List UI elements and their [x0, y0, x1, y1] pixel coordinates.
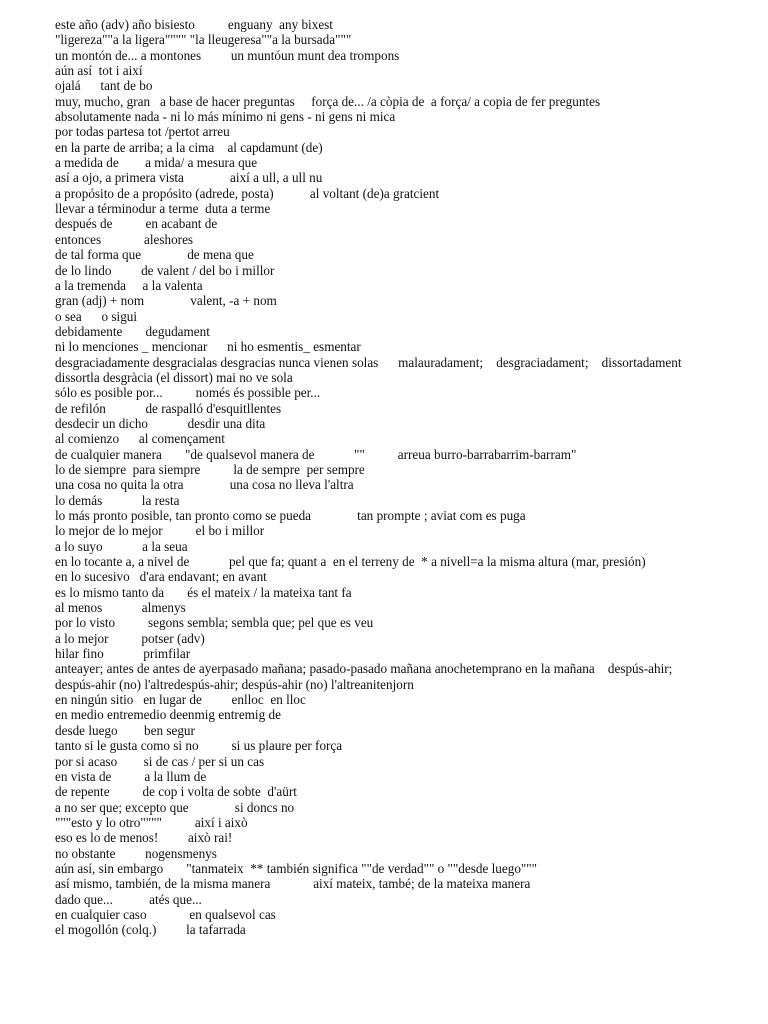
text-line: eso es lo de menos! això rai!	[55, 830, 233, 846]
text-line: tanto si le gusta como si no si us plaure per força	[55, 738, 343, 754]
text-line: a medida de a mida/ a mesura que	[55, 155, 258, 171]
text-line: a la tremenda a la valenta	[55, 277, 203, 293]
text-line: no obstante nogensmenys	[55, 845, 217, 861]
text-line: muy, mucho, gran a base de hacer preguntas força de... /a còpia de a força/ a copia de fer preguntes	[55, 93, 601, 109]
text-line: desdecir un dicho desdir una dita	[55, 415, 266, 431]
text-line: es lo mismo tanto da és el mateix / la mateixa tant fa	[55, 584, 352, 600]
text-line: o sea o sigui	[55, 308, 138, 324]
text-line: en lo sucesivo d'ara endavant; en avant	[55, 569, 267, 585]
text-line: aún así tot i així	[55, 63, 143, 79]
text-line: por todas partesa tot /pertot arreu	[55, 124, 230, 140]
text-line: absolutamente nada - ni lo más mínimo ni gens - ni gens ni mica	[55, 109, 396, 125]
text-line: una cosa no quita la otra una cosa no lleva l'altra	[55, 477, 354, 493]
text-line: ni lo menciones _ mencionar ni ho esmentis_ esmentar	[55, 339, 361, 355]
text-line: dissortla desgràcia (el dissort) mai no ve sola	[55, 369, 293, 385]
text-line: aún así, sin embargo "tanmateix ** también significa ""de verdad"" o ""desde luego"""	[55, 860, 538, 876]
text-line: a propósito de a propósito (adrede, posta) al voltant (de)a gratcient	[55, 185, 440, 201]
text-line: por lo visto segons sembla; sembla que; pel que es veu	[55, 615, 374, 631]
text-line: de refilón de raspalló d'esquitllentes	[55, 400, 282, 416]
text-line: anteayer; antes de antes de ayerpasado mañana; pasado-pasado mañana anochetemprano en la mañana despús-ahir;	[55, 661, 673, 677]
document-page	[55, 17, 755, 938]
text-line: así a ojo, a primera vista així a ull, a ull nu	[55, 170, 323, 186]
text-line: el mogollón (colq.) la tafarrada	[55, 922, 246, 938]
text-line: """esto y lo otro"""" així i això	[55, 814, 248, 830]
text-line: "ligereza""a la ligera"""" "la lleugeresa""a la bursada"""	[55, 32, 352, 48]
text-line: en lo tocante a, a nivel de pel que fa; quant a en el terreny de * a nivell=a la misma altura (mar, presión)	[55, 554, 646, 570]
text-line: a lo mejor potser (adv)	[55, 630, 205, 646]
text-line: gran (adj) + nom valent, -a + nom	[55, 293, 277, 309]
text-line: este año (adv) año bisiesto enguany any bixest	[55, 17, 333, 32]
text-line: en medio entremedio deenmig entremig de	[55, 707, 281, 723]
text-line: hilar fino primfilar	[55, 646, 191, 662]
text-line: en ningún sitio en lugar de enlloc en lloc	[55, 692, 306, 708]
text-line: al comienzo al començament	[55, 431, 225, 447]
text-line: en cualquier caso en qualsevol cas	[55, 906, 276, 922]
text-line: un montón de... a montones un muntóun munt dea trompons	[55, 47, 400, 63]
text-line: ojalá tant de bo	[55, 78, 153, 94]
text-line: debidamente degudament	[55, 323, 210, 339]
text-line: lo demás la resta	[55, 492, 180, 508]
text-line: a lo suyo a la seua	[55, 538, 188, 554]
text-line: de tal forma que de mena que	[55, 247, 254, 263]
text-line: de lo lindo de valent / del bo i millor	[55, 262, 275, 278]
text-line: de repente de cop i volta de sobte d'aürt	[55, 784, 297, 800]
text-line: despús-ahir (no) l'altredespús-ahir; despús-ahir (no) l'altreanitenjorn	[55, 676, 414, 692]
text-line: al menos almenys	[55, 600, 186, 616]
text-line: en la parte de arriba; a la cima al capdamunt (de)	[55, 139, 323, 155]
text-line: lo más pronto posible, tan pronto como se pueda tan prompte ; aviat com es puga	[55, 508, 526, 523]
text-line: sólo es posible por... només és possible per...	[55, 385, 321, 401]
text-line: por si acaso si de cas / per si un cas	[55, 753, 265, 769]
text-line: después de en acabant de	[55, 216, 218, 232]
text-line: desgraciadamente desgracialas desgracias nunca vienen solas malauradament; desgraciadament; dissortadament	[55, 354, 682, 370]
text-line: a no ser que; excepto que si doncs no	[55, 799, 295, 815]
text-line: de cualquier manera "de qualsevol manera de "" arreua burro-barrabarrim-barram"	[55, 446, 577, 462]
text-line: lo mejor de lo mejor el bo i millor	[55, 523, 265, 539]
text-line: llevar a términodur a terme duta a terme	[55, 201, 271, 217]
text-line: en vista de a la llum de	[55, 768, 207, 784]
text-line: lo de siempre para siempre la de sempre per sempre	[55, 461, 365, 477]
text-line: entonces aleshores	[55, 231, 194, 247]
text-line: así mismo, también, de la misma manera així mateix, també; de la mateixa manera	[55, 876, 531, 892]
text-line: dado que... atés que...	[55, 891, 202, 907]
text-line: desde luego ben segur	[55, 722, 195, 738]
